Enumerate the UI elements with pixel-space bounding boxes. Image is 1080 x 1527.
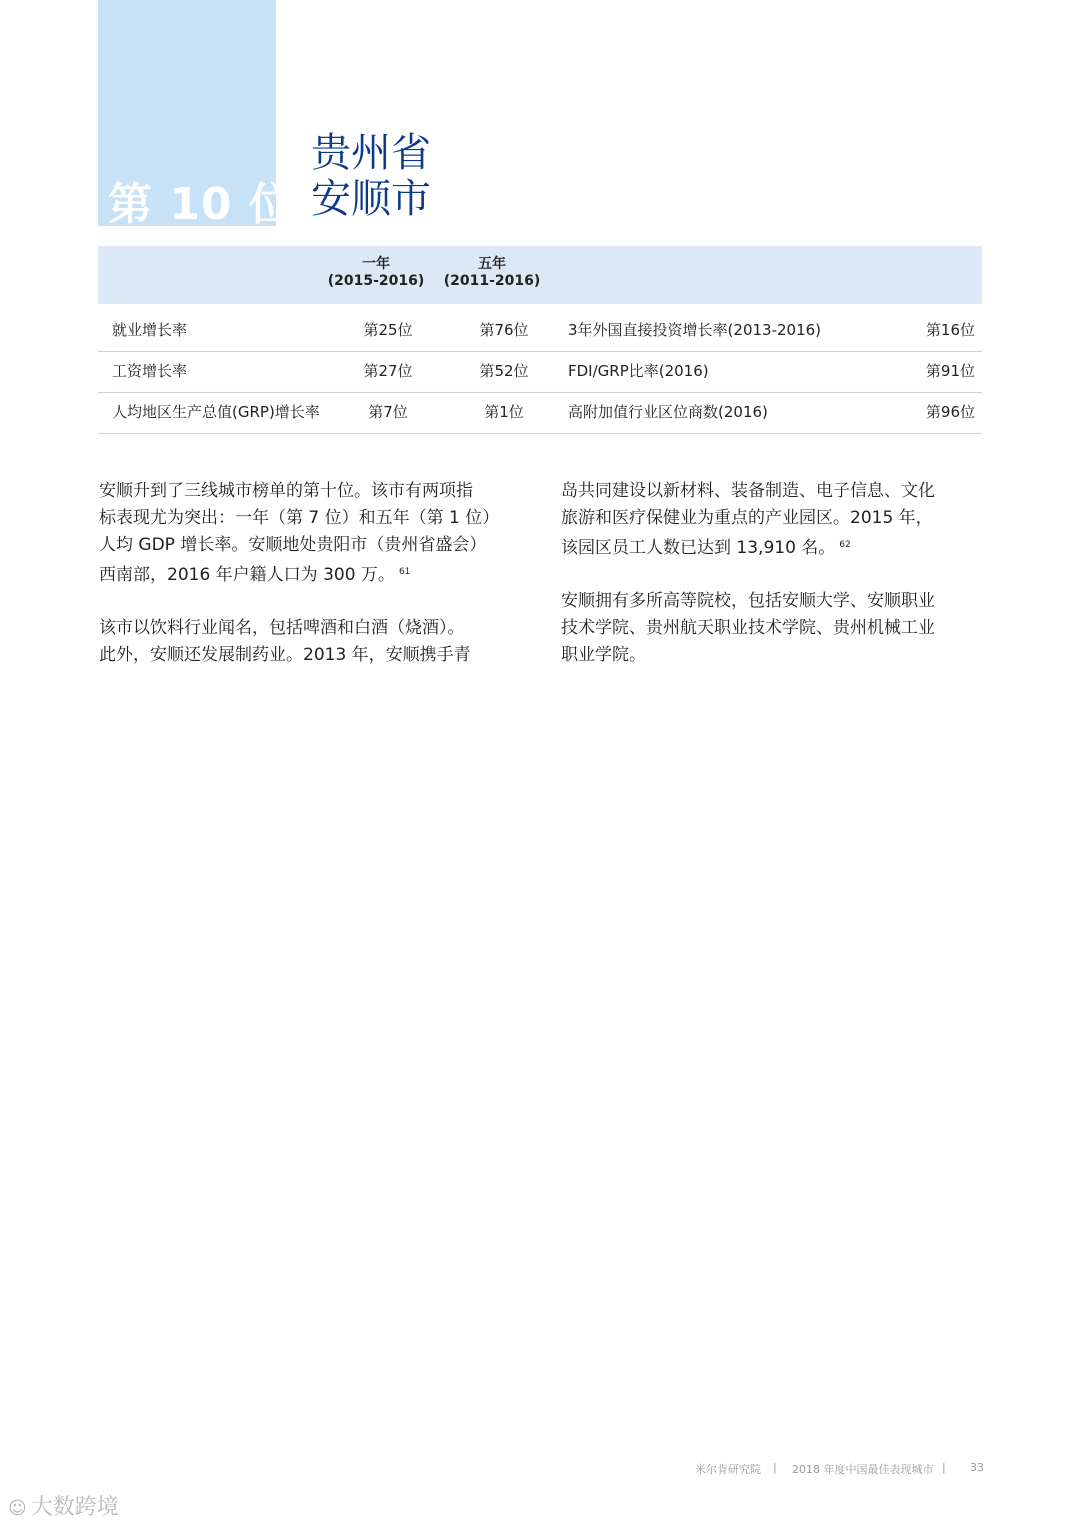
footer-separator: | — [773, 1461, 777, 1474]
city-title — [311, 130, 431, 222]
footnote-ref: 62 — [839, 540, 851, 550]
row-one-year-rank: 第27位 — [363, 362, 413, 380]
table-row — [98, 392, 982, 434]
rank-label: 第 10 位 — [108, 179, 294, 230]
province-name: 贵州省 — [311, 130, 431, 176]
row-one-year-rank: 第25位 — [363, 321, 413, 339]
footer-org: 米尔肯研究院 — [695, 1463, 761, 1476]
col-header-one-year: 一年 (2015-2016) — [327, 256, 425, 289]
row-label-secondary: 高附加值行业区位商数(2016) — [568, 403, 768, 421]
body-left-column — [99, 478, 523, 695]
row-label-secondary: 3年外国直接投资增长率(2013-2016) — [568, 321, 822, 339]
watermark-logo-icon: ☺ — [8, 1498, 27, 1519]
row-five-year-rank: 第76位 — [479, 321, 529, 339]
paragraph: 安顺拥有多所高等院校，包括安顺大学、安顺职业 技术学院、贵州航天职业技术学院、贵州机械工业 职业学院。 — [561, 591, 935, 665]
watermark-text: 大数跨境 — [30, 1495, 119, 1520]
row-label: 人均地区生产总值(GRP)增长率 — [112, 403, 320, 421]
page-number: 33 — [970, 1461, 984, 1474]
table-row — [98, 310, 982, 352]
row-five-year-rank: 第1位 — [484, 403, 524, 421]
paragraph: 该市以饮料行业闻名，包括啤酒和白酒（烧酒）。 此外，安顺还发展制药业。2013 年，安顺携手青 — [99, 618, 471, 665]
row-rank-secondary: 第91位 — [925, 362, 975, 380]
table-row — [98, 351, 982, 393]
row-one-year-rank: 第7位 — [368, 403, 408, 421]
footer-separator: | — [942, 1461, 946, 1474]
footnote-ref: 61 — [398, 567, 411, 577]
row-label-secondary: FDI/GRP比率(2016) — [568, 362, 709, 380]
body-right-column — [561, 478, 985, 695]
row-rank-secondary: 第16位 — [925, 321, 975, 339]
watermark — [8, 1490, 119, 1521]
paragraph: 岛共同建设以新材料、装备制造、电子信息、文化 旅游和医疗保健业为重点的产业园区。2015 年， 该园区员工人数已达到 13,910 名。 $^{62}$ — [561, 481, 935, 558]
col-header-five-year: 五年 (2011-2016) — [443, 256, 541, 289]
city-name: 安顺市 — [311, 176, 431, 222]
row-five-year-rank: 第52位 — [479, 362, 529, 380]
row-label: 就业增长率 — [112, 321, 188, 339]
footer-report-title: 2018 年度中国最佳表现城市 — [792, 1463, 934, 1476]
paragraph: 安顺升到了三线城市榜单的第十位。该市有两项指 标表现尤为突出：一年（第 7 位）和五年（第 1 位） 人均 GDP 增长率。安顺地处贵阳市（贵州省盛会） 西南部，2016 年户籍人口为 300 万。 $^{61}$ — [99, 481, 500, 585]
row-rank-secondary: 第96位 — [925, 403, 975, 421]
row-label: 工资增长率 — [112, 362, 188, 380]
